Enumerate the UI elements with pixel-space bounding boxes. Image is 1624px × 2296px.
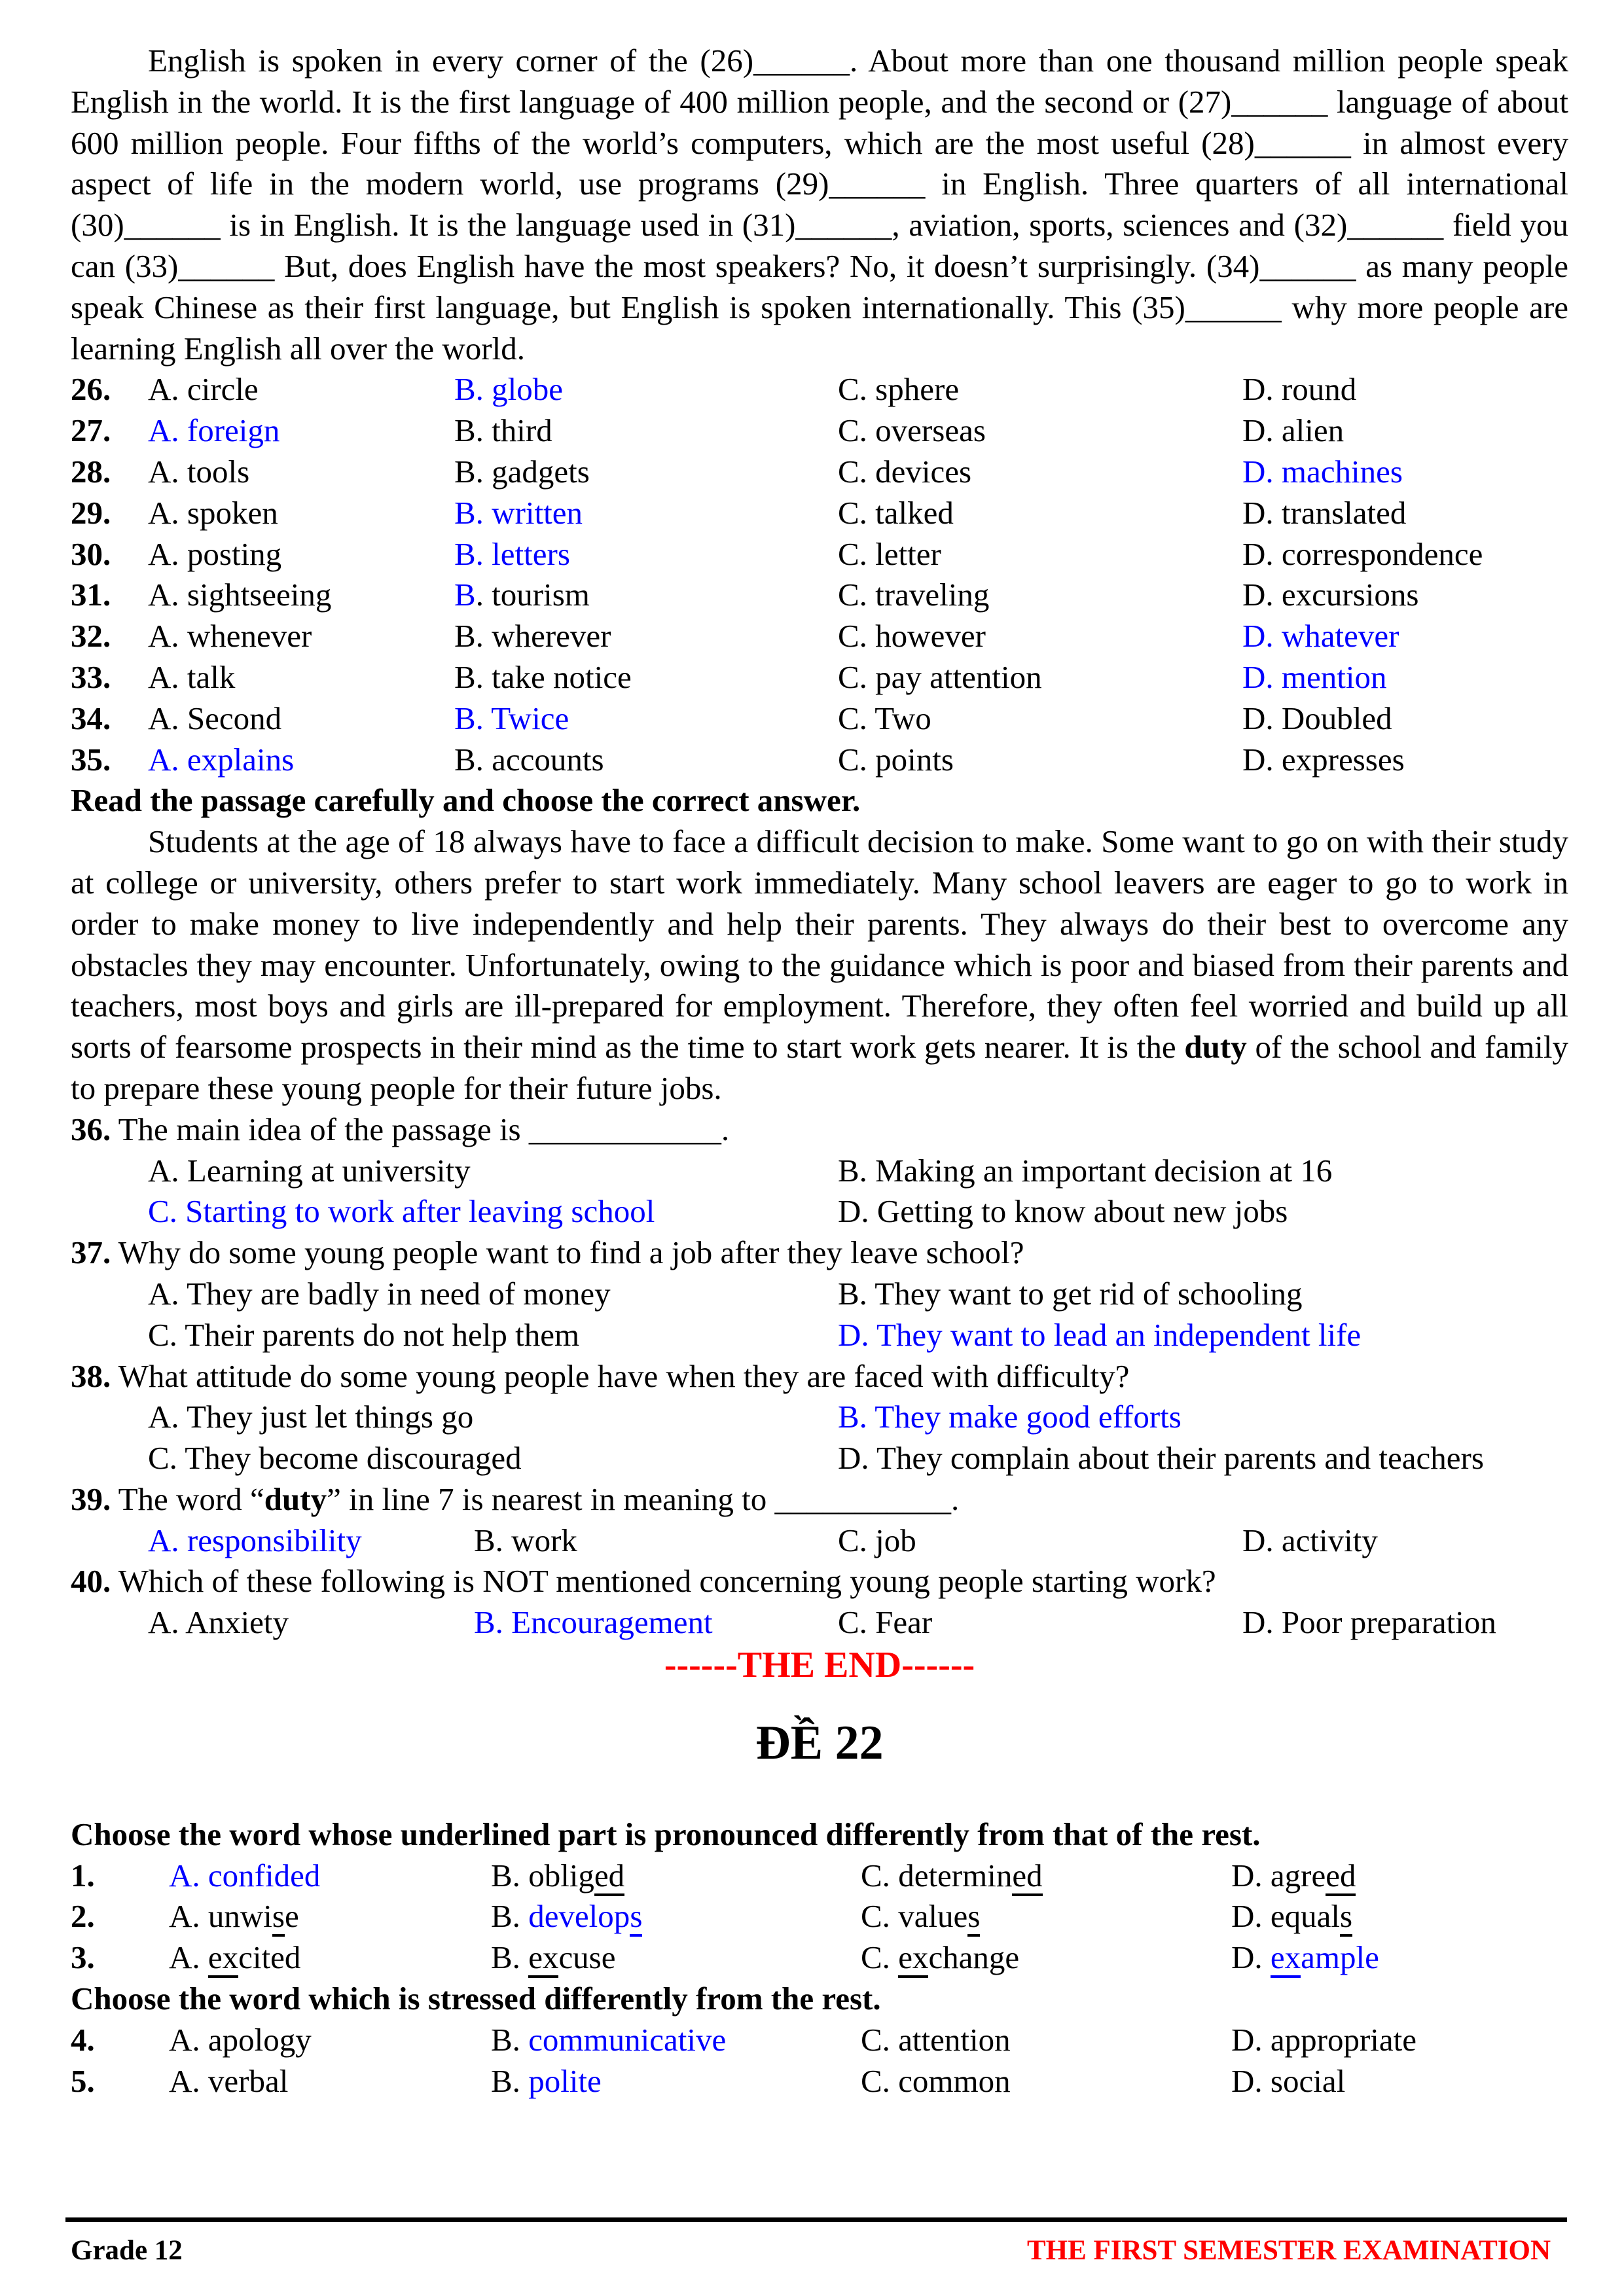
cloze-question-row: [71, 534, 1568, 575]
option-word: apology: [208, 2021, 312, 2058]
answer-option[interactable]: A. Anxiety: [148, 1604, 289, 1641]
answer-option[interactable]: [491, 1937, 616, 1979]
answer-option[interactable]: C. letter: [838, 535, 941, 572]
options-row: [71, 1315, 1568, 1356]
answer-option[interactable]: D. They want to lead an independent life: [838, 1316, 1362, 1353]
option-letter: B.: [491, 1857, 529, 1893]
answer-option[interactable]: B. They make good efforts: [838, 1399, 1182, 1435]
option-letter: B.: [491, 2021, 529, 2058]
answer-option[interactable]: A. foreign: [148, 412, 280, 449]
exam-title: ĐỀ 22: [755, 1715, 884, 1770]
question-number: 36.: [71, 1111, 111, 1147]
answer-option[interactable]: D. They complain about their parents and teachers: [838, 1440, 1484, 1477]
stress-row: [71, 2020, 1568, 2061]
underlined-part: ed: [594, 1857, 624, 1896]
answer-option[interactable]: [491, 1896, 642, 1937]
question-number: 26.: [71, 371, 111, 408]
underlined-part: ed: [1326, 1857, 1356, 1896]
question-number: 3.: [71, 1939, 95, 1976]
answer-option[interactable]: D. activity: [1242, 1522, 1378, 1558]
question-number: 31.: [71, 577, 111, 613]
cloze-answer-grid: [71, 369, 1568, 780]
answer-option[interactable]: B. wherever: [454, 618, 611, 655]
question-text: Which of these following is NOT mentioned concerning young people starting work?: [111, 1563, 1216, 1600]
question-text: What attitude do some young people have when they are faced with difficulty?: [111, 1357, 1130, 1394]
answer-option[interactable]: B. work: [474, 1522, 577, 1558]
option-letter: C.: [861, 1857, 899, 1893]
answer-option[interactable]: [169, 1937, 300, 1979]
answer-option[interactable]: B. Twice: [454, 700, 569, 736]
answer-option[interactable]: C. Two: [838, 700, 931, 736]
answer-option[interactable]: C. pay attention: [838, 658, 1042, 695]
option-letter: C.: [861, 1939, 899, 1976]
underlined-part: s: [1340, 1898, 1352, 1937]
options-row: [71, 1602, 1568, 1643]
option-letter: D.: [1231, 2021, 1271, 2058]
answer-option[interactable]: [861, 1856, 1043, 1897]
cloze-question-row: [71, 575, 1568, 616]
option-word: common: [898, 2062, 1011, 2099]
stress-instruction: Choose the word which is stressed differently from the rest.: [71, 1981, 881, 2017]
answer-option[interactable]: [1231, 1937, 1379, 1979]
word-part: determin: [898, 1857, 1013, 1893]
answer-option[interactable]: D. mention: [1242, 658, 1387, 695]
reading-instruction: Read the passage carefully and choose the correct answer.: [71, 782, 861, 819]
footer-grade: Grade 12: [71, 2235, 183, 2266]
option-word: attention: [898, 2021, 1011, 2058]
option-word: polite: [528, 2062, 602, 2099]
answer-option[interactable]: D. expresses: [1242, 741, 1405, 778]
cloze-question-row: [71, 616, 1568, 657]
cloze-passage: [71, 41, 1568, 369]
answer-option[interactable]: C. Their parents do not help them: [148, 1316, 580, 1353]
answer-option[interactable]: [1231, 2020, 1416, 2061]
answer-option[interactable]: D. machines: [1242, 453, 1403, 490]
option-word: [208, 1939, 300, 1978]
answer-option[interactable]: A. whenever: [148, 618, 312, 655]
option-letter: B.: [491, 2062, 529, 2099]
options-row: [71, 1438, 1568, 1479]
answer-option[interactable]: [169, 1856, 320, 1897]
option-word: [528, 1898, 642, 1937]
question-number: 5.: [71, 2062, 95, 2099]
option-text: . tourism: [475, 577, 590, 613]
question-number: 35.: [71, 741, 111, 778]
option-letter: B.: [491, 1939, 529, 1976]
answer-option[interactable]: [454, 575, 590, 616]
question-number: 33.: [71, 658, 111, 695]
question-keyword: duty: [264, 1480, 327, 1517]
option-letter: B.: [491, 1898, 529, 1935]
question-stem: [71, 1232, 1568, 1274]
answer-option[interactable]: A. responsibility: [148, 1522, 362, 1558]
question-number: 40.: [71, 1563, 111, 1600]
answer-option[interactable]: C. however: [838, 618, 986, 655]
answer-option[interactable]: B. gadgets: [454, 453, 590, 490]
cloze-question-row: [71, 369, 1568, 410]
the-end-marker: ------THE END------: [664, 1645, 975, 1686]
footer-divider: [65, 2217, 1567, 2222]
word-part: value: [898, 1898, 968, 1935]
exam-page: [71, 41, 1568, 2102]
answer-option[interactable]: A. They are badly in need of money: [148, 1275, 611, 1312]
underlined-part: ex: [528, 1939, 558, 1978]
word-part: agre: [1270, 1857, 1326, 1893]
word-part: confided: [208, 1857, 321, 1893]
cloze-question-row: [71, 493, 1568, 534]
option-word: [528, 1939, 615, 1978]
cloze-question-row: [71, 452, 1568, 493]
question-number: 28.: [71, 453, 111, 490]
answer-option[interactable]: D. translated: [1242, 494, 1407, 531]
question-number: 4.: [71, 2021, 95, 2058]
answer-option[interactable]: B. accounts: [454, 741, 604, 778]
option-word: verbal: [208, 2062, 289, 2099]
option-word: [528, 1857, 624, 1896]
option-letter: A.: [169, 2021, 208, 2058]
option-letter: D.: [1231, 1898, 1271, 1935]
answer-option[interactable]: D. round: [1242, 371, 1357, 408]
word-part: e: [284, 1898, 299, 1935]
answer-option[interactable]: B. letters: [454, 535, 570, 572]
question-number: 2.: [71, 1898, 95, 1935]
underlined-part: ex: [1271, 1939, 1301, 1978]
question-number: 38.: [71, 1357, 111, 1394]
reading-passage-keyword: duty: [1184, 1029, 1247, 1066]
answer-option[interactable]: C. Starting to work after leaving school: [148, 1193, 655, 1230]
option-letter: C.: [861, 1898, 899, 1935]
options-row: [71, 1191, 1568, 1232]
option-letter: A.: [169, 1857, 208, 1893]
option-letter: D.: [1231, 2062, 1271, 2099]
question-text: The main idea of the passage is ____________.: [111, 1111, 730, 1147]
option-letter: D.: [1231, 1939, 1271, 1976]
answer-option[interactable]: [1231, 2061, 1345, 2102]
answer-option[interactable]: D. Getting to know about new jobs: [838, 1193, 1288, 1230]
answer-option[interactable]: C. job: [838, 1522, 916, 1558]
question-text: The word “: [111, 1480, 264, 1517]
word-part: equal: [1270, 1898, 1341, 1935]
answer-option[interactable]: [169, 1896, 299, 1937]
answer-option[interactable]: A. They just let things go: [148, 1399, 474, 1435]
answer-option[interactable]: C. They become discouraged: [148, 1440, 522, 1477]
answer-option[interactable]: B. globe: [454, 371, 564, 408]
question-text: Why do some young people want to find a job after they leave school?: [111, 1234, 1024, 1271]
answer-option[interactable]: D. alien: [1242, 412, 1344, 449]
option-word: [898, 1939, 1019, 1978]
option-word: [208, 1898, 299, 1937]
reading-passage-text-after: of the school and family to prepare these young people for their future jobs.: [71, 1029, 1568, 1106]
question-stem: [71, 1561, 1568, 1602]
reading-questions: [71, 1109, 1568, 1643]
answer-option[interactable]: [1231, 1856, 1356, 1897]
answer-option[interactable]: [491, 1856, 624, 1897]
answer-option[interactable]: [169, 2061, 288, 2102]
pronunciation-row: [71, 1896, 1568, 1937]
answer-option[interactable]: [169, 2020, 312, 2061]
question-number: 39.: [71, 1480, 111, 1517]
answer-option[interactable]: B. third: [454, 412, 552, 449]
option-word: appropriate: [1270, 2021, 1416, 2058]
option-letter: A.: [169, 2062, 208, 2099]
options-row: [71, 1151, 1568, 1192]
word-part: oblig: [528, 1857, 594, 1893]
option-word: social: [1270, 2062, 1346, 2099]
option-word: [898, 1857, 1042, 1896]
word-part: cited: [238, 1939, 301, 1976]
pronunciation-instruction: Choose the word whose underlined part is pronounced differently from that of the rest.: [71, 1816, 1261, 1852]
stress-grid: [71, 2020, 1568, 2102]
option-letter: B: [454, 577, 476, 613]
answer-option[interactable]: B. They want to get rid of schooling: [838, 1275, 1303, 1312]
answer-option[interactable]: C. points: [838, 741, 954, 778]
answer-option[interactable]: A. spoken: [148, 494, 278, 531]
option-word: [1271, 1857, 1356, 1896]
question-text: ” in line 7 is nearest in meaning to ___________.: [327, 1480, 960, 1517]
option-letter: C.: [861, 2062, 899, 2099]
answer-option[interactable]: [861, 1937, 1019, 1979]
underlined-part: ex: [898, 1939, 928, 1978]
answer-option[interactable]: [861, 1896, 980, 1937]
word-part: unwi: [208, 1898, 272, 1935]
pronunciation-row: [71, 1937, 1568, 1979]
answer-option[interactable]: D. correspondence: [1242, 535, 1483, 572]
answer-option[interactable]: A. posting: [148, 535, 282, 572]
footer-exam-name: THE FIRST SEMESTER EXAMINATION: [1026, 2235, 1551, 2266]
answer-option[interactable]: C. talked: [838, 494, 954, 531]
answer-option[interactable]: C. traveling: [838, 577, 990, 613]
answer-option[interactable]: A. sightseeing: [148, 577, 332, 613]
options-row: [71, 1397, 1568, 1438]
question-number: 37.: [71, 1234, 111, 1271]
option-word: [1271, 1939, 1379, 1978]
underlined-part: s: [272, 1898, 285, 1937]
answer-option[interactable]: C. overseas: [838, 412, 986, 449]
question-number: 32.: [71, 618, 111, 655]
options-row: [71, 1274, 1568, 1315]
answer-option[interactable]: C. devices: [838, 453, 972, 490]
answer-option[interactable]: A. explains: [148, 741, 295, 778]
underlined-part: s: [630, 1898, 642, 1937]
question-stem: [71, 1356, 1568, 1397]
cloze-question-row: [71, 698, 1568, 740]
answer-option[interactable]: [491, 2061, 602, 2102]
answer-option[interactable]: B. Making an important decision at 16: [838, 1152, 1333, 1189]
underlined-part: s: [967, 1898, 980, 1937]
answer-option[interactable]: B. take notice: [454, 658, 632, 695]
answer-option[interactable]: D. excursions: [1242, 577, 1419, 613]
answer-option[interactable]: C. Fear: [838, 1604, 933, 1641]
answer-option[interactable]: D. whatever: [1242, 618, 1399, 655]
underlined-part: ex: [208, 1939, 238, 1978]
reading-passage: [71, 821, 1568, 1109]
answer-option[interactable]: A. talk: [148, 658, 236, 695]
question-number: 29.: [71, 494, 111, 531]
answer-option[interactable]: C. sphere: [838, 371, 960, 408]
answer-option[interactable]: A. Second: [148, 700, 282, 736]
word-part: develop: [528, 1898, 630, 1935]
answer-option[interactable]: [491, 2020, 726, 2061]
answer-option[interactable]: A. tools: [148, 453, 250, 490]
question-number: 27.: [71, 412, 111, 449]
option-letter: C.: [861, 2021, 899, 2058]
question-stem: [71, 1479, 1568, 1520]
cloze-question-row: [71, 410, 1568, 452]
option-word: [1271, 1898, 1352, 1937]
answer-option[interactable]: B. Encouragement: [474, 1604, 713, 1641]
option-word: [208, 1857, 320, 1893]
cloze-question-row: [71, 657, 1568, 698]
option-letter: A.: [169, 1939, 208, 1976]
option-letter: A.: [169, 1898, 208, 1935]
cloze-question-row: [71, 740, 1568, 781]
answer-option[interactable]: D. Doubled: [1242, 700, 1392, 736]
question-number: 1.: [71, 1857, 95, 1893]
answer-option[interactable]: A. Learning at university: [148, 1152, 471, 1189]
word-part: cuse: [558, 1939, 616, 1976]
answer-option[interactable]: [861, 2061, 1011, 2102]
answer-option[interactable]: D. Poor preparation: [1242, 1604, 1496, 1641]
question-number: 30.: [71, 535, 111, 572]
option-word: [898, 1898, 980, 1937]
question-stem: [71, 1109, 1568, 1151]
answer-option[interactable]: B. written: [454, 494, 583, 531]
stress-row: [71, 2061, 1568, 2102]
option-letter: D.: [1231, 1857, 1271, 1893]
answer-option[interactable]: [861, 2020, 1011, 2061]
word-part: change: [928, 1939, 1020, 1976]
option-word: communicative: [528, 2021, 727, 2058]
question-number: 34.: [71, 700, 111, 736]
cloze-passage-text: English is spoken in every corner of the (26)______. About more than one thousand million people speak English in the world. It is the first language of 400 million people, and the second or (27)______ language of about 600 million people. Four fifths of the world’s computers, which are the most useful (28)______ in almost every aspect of life in the modern world, use programs (29)______ in English. Three quarters of all international (30)______ is in English. It is the language used in (31)______, aviation, sports, sciences and (32)______ field you can (33)______ But, does English have the most speakers? No, it doesn’t surprisingly. (34)______ as many people speak Chinese as their first language, but English is spoken internationally. This (35)______ why more people are learning English all over the world.: [71, 43, 1568, 367]
answer-option[interactable]: A. circle: [148, 371, 259, 408]
options-row: [71, 1520, 1568, 1562]
pronunciation-row: [71, 1856, 1568, 1897]
reading-passage-text-before: Students at the age of 18 always have to face a difficult decision to make. Some want to go on with their study at college or university, others prefer to start work immediately. Many school leavers are eager to go to work in order to make money to live independently and help their parents. They always do their best to overcome any obstacles they may encounter. Unfortunately, owing to the guidance which is poor and biased from their parents and teachers, most boys and girls are ill-prepared for employment. Therefore, they often feel worried and build up all sorts of fearsome prospects in their mind as the time to start work gets nearer. It is the: [71, 823, 1568, 1066]
word-part: ample: [1301, 1939, 1379, 1976]
pronunciation-grid: [71, 1856, 1568, 1979]
answer-option[interactable]: [1231, 1896, 1352, 1937]
underlined-part: ed: [1012, 1857, 1042, 1896]
